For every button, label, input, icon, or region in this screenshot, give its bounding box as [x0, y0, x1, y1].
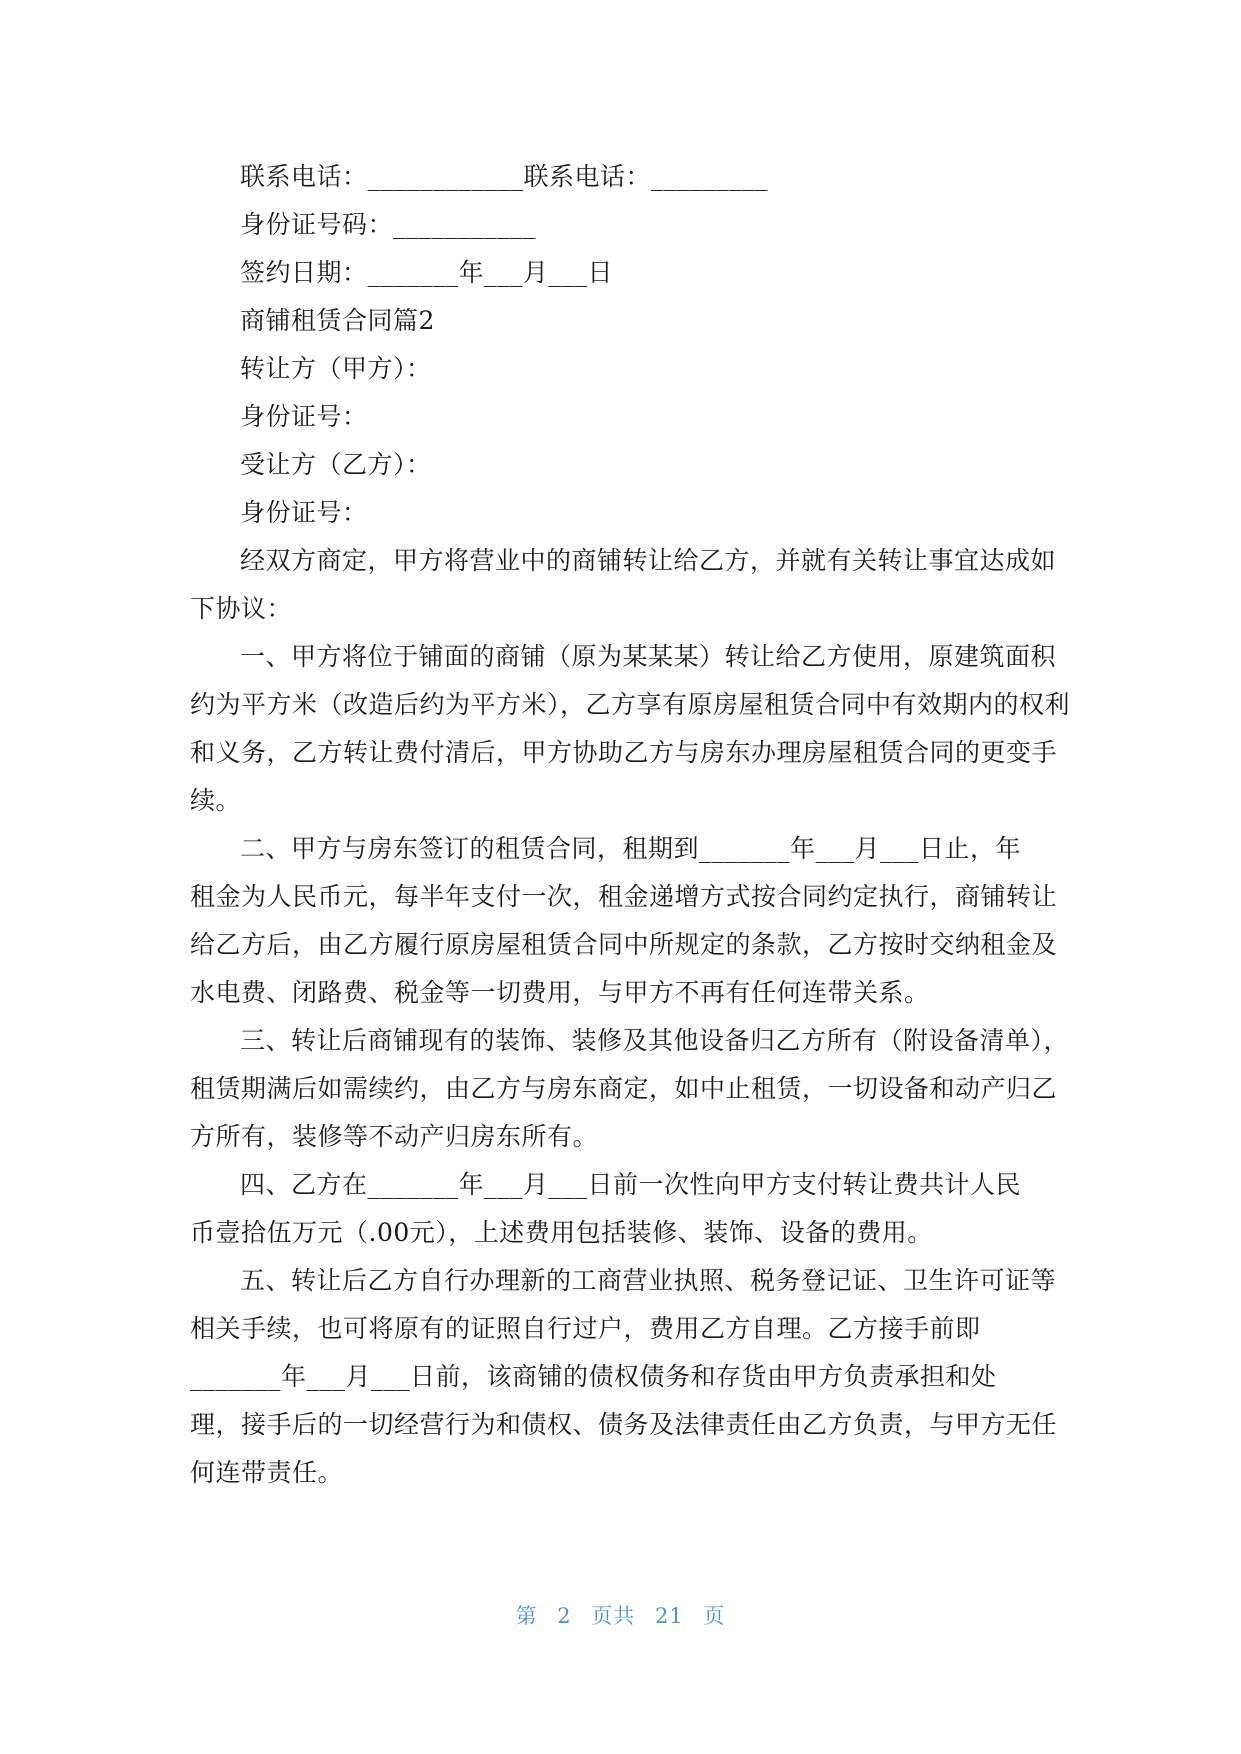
clause-3-line: 租赁期满后如需续约，由乙方与房东商定，如中止租赁，一切设备和动产归乙 [190, 1074, 1058, 1103]
clause-5-line: 相关手续，也可将原有的证照自行过户，费用乙方自理。乙方接手前即 [190, 1314, 981, 1343]
clause-2-line: 二、甲方与房东签订的租赁合同，租期到_______年___月___日止，年 [240, 834, 1022, 863]
intro-paragraph-line: 下协议： [190, 594, 293, 623]
clause-2-line: 水电费、闭路费、税金等一切费用，与甲方不再有任何连带关系。 [190, 978, 930, 1007]
clause-4-line: 币壹拾伍万元（.00元），上述费用包括装修、装饰、设备的费用。 [190, 1218, 933, 1247]
page-label-suffix: 页 [703, 1604, 726, 1628]
clause-2-line: 给乙方后，由乙方履行原房屋租赁合同中所规定的条款，乙方按时交纳租金及 [190, 930, 1058, 959]
clause-1-line: 约为平方米（改造后约为平方米），乙方享有原房屋租赁合同中有效期内的权利 [190, 690, 1071, 719]
section-heading: 商铺租赁合同篇2 [240, 306, 435, 335]
transferee-id-line: 身份证号： [240, 498, 368, 527]
clause-1-line: 续。 [190, 786, 242, 815]
page-label-mid: 页共 [591, 1604, 636, 1628]
clause-5-line: _______年___月___日前，该商铺的债权债务和存货由甲方负责承担和处 [190, 1362, 997, 1391]
transferor-line: 转让方（甲方）： [240, 354, 432, 383]
clause-5-line: 理，接手后的一切经营行为和债权、债务及法律责任由乙方负责，与甲方无任 [190, 1410, 1058, 1439]
id-number-line: 身份证号码：___________ [240, 210, 537, 239]
clause-4-line: 四、乙方在_______年___月___日前一次性向甲方支付转让费共计人民 [240, 1170, 1022, 1199]
page-label-prefix: 第 [515, 1604, 538, 1628]
transferor-id-line: 身份证号： [240, 402, 368, 431]
page-number: 2 [557, 1604, 572, 1628]
transferee-line: 受让方（乙方）： [240, 450, 432, 479]
clause-5-line: 何连带责任。 [190, 1458, 344, 1487]
contact-phone-line: 联系电话：____________联系电话：_________ [240, 162, 769, 191]
clause-3-line: 三、转让后商铺现有的装饰、装修及其他设备归乙方所有（附设备清单）， [240, 1026, 1070, 1055]
clause-1-line: 一、甲方将位于铺面的商铺（原为某某某）转让给乙方使用，原建筑面积 [240, 642, 1057, 671]
signing-date-line: 签约日期：_______年___月___日 [240, 258, 614, 287]
intro-paragraph-line: 经双方商定，甲方将营业中的商铺转让给乙方，并就有关转让事宜达成如 [240, 546, 1057, 575]
page-footer [0, 1603, 1241, 1629]
clause-2-line: 租金为人民币元，每半年支付一次，租金递增方式按合同约定执行，商铺转让 [190, 882, 1058, 911]
total-pages: 21 [655, 1604, 684, 1628]
clause-3-line: 方所有，装修等不动产归房东所有。 [190, 1122, 599, 1151]
clause-5-line: 五、转让后乙方自行办理新的工商营业执照、税务登记证、卫生许可证等 [240, 1266, 1057, 1295]
clause-1-line: 和义务，乙方转让费付清后，甲方协助乙方与房东办理房屋租赁合同的更变手 [190, 738, 1058, 767]
